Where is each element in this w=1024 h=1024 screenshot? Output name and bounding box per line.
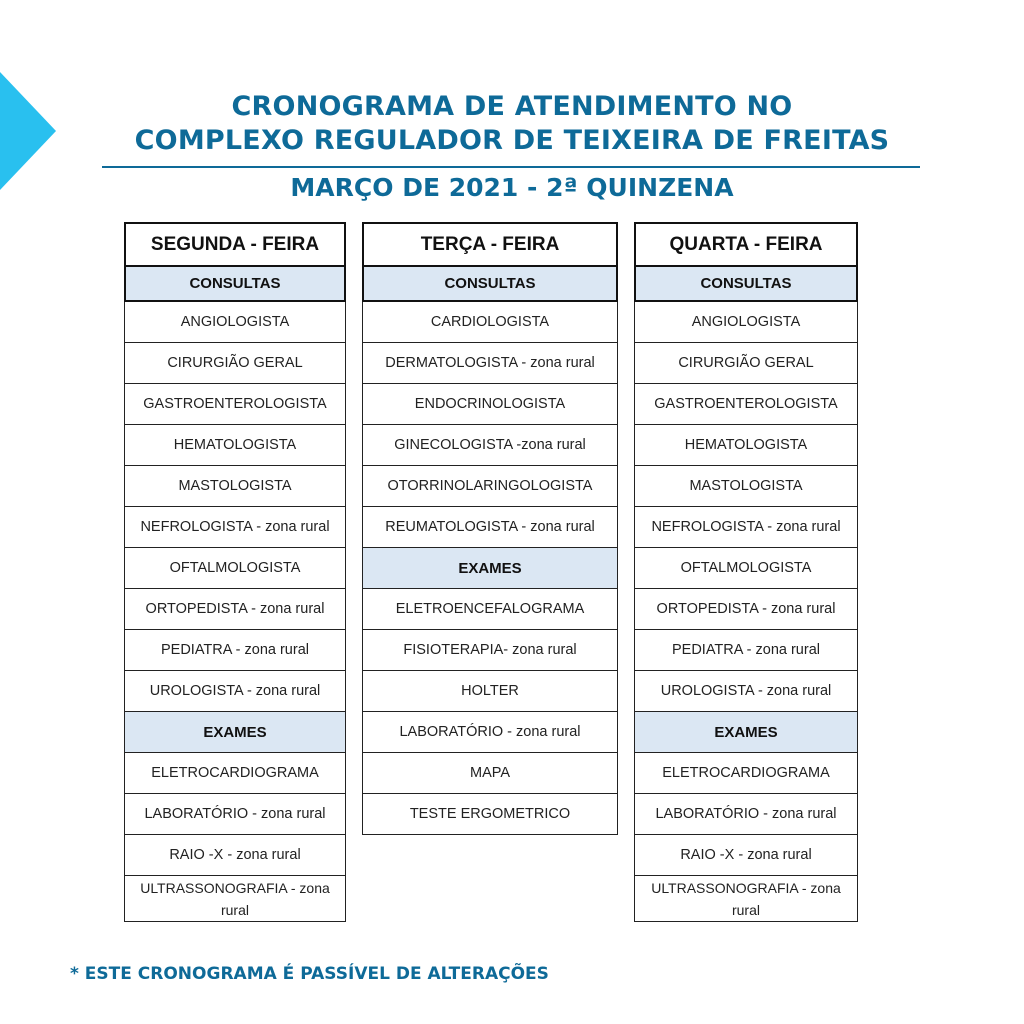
list-item: LABORATÓRIO - zona rural <box>362 712 618 753</box>
list-item: ORTOPEDISTA - zona rural <box>124 589 346 630</box>
list-item: HEMATOLOGISTA <box>124 425 346 466</box>
section-header-exames: EXAMES <box>124 712 346 753</box>
list-item: HOLTER <box>362 671 618 712</box>
list-item: CIRURGIÃO GERAL <box>634 343 858 384</box>
list-item: MASTOLOGISTA <box>634 466 858 507</box>
page-title <box>100 90 924 158</box>
list-item: REUMATOLOGISTA - zona rural <box>362 507 618 548</box>
list-item: ANGIOLOGISTA <box>634 302 858 343</box>
section-header-exames: EXAMES <box>362 548 618 589</box>
list-item: CARDIOLOGISTA <box>362 302 618 343</box>
list-item: ANGIOLOGISTA <box>124 302 346 343</box>
page-subtitle: MARÇO DE 2021 - 2ª QUINZENA <box>290 173 734 202</box>
list-item: HEMATOLOGISTA <box>634 425 858 466</box>
list-item: DERMATOLOGISTA - zona rural <box>362 343 618 384</box>
list-item: OFTALMOLOGISTA <box>634 548 858 589</box>
list-item: OTORRINOLARINGOLOGISTA <box>362 466 618 507</box>
list-item: ULTRASSONOGRAFIA - zona rural <box>124 876 346 922</box>
list-item: PEDIATRA - zona rural <box>124 630 346 671</box>
section-header-exames: EXAMES <box>634 712 858 753</box>
list-item: GASTROENTEROLOGISTA <box>124 384 346 425</box>
list-item: ORTOPEDISTA - zona rural <box>634 589 858 630</box>
list-item: GASTROENTEROLOGISTA <box>634 384 858 425</box>
list-item: GINECOLOGISTA -zona rural <box>362 425 618 466</box>
section-header-consultas: CONSULTAS <box>362 267 618 302</box>
list-item: ELETROENCEFALOGRAMA <box>362 589 618 630</box>
schedule-column-tuesday <box>362 222 618 835</box>
list-item: FISIOTERAPIA- zona rural <box>362 630 618 671</box>
list-item: PEDIATRA - zona rural <box>634 630 858 671</box>
schedule-column-monday <box>124 222 346 922</box>
list-item: ENDOCRINOLOGISTA <box>362 384 618 425</box>
list-item: LABORATÓRIO - zona rural <box>634 794 858 835</box>
list-item: TESTE ERGOMETRICO <box>362 794 618 835</box>
arrow-decoration-icon <box>0 72 56 190</box>
list-item: MASTOLOGISTA <box>124 466 346 507</box>
list-item: ELETROCARDIOGRAMA <box>634 753 858 794</box>
footnote: * ESTE CRONOGRAMA É PASSÍVEL DE ALTERAÇÕES <box>70 964 549 984</box>
list-item: OFTALMOLOGISTA <box>124 548 346 589</box>
list-item: NEFROLOGISTA - zona rural <box>634 507 858 548</box>
title-divider <box>102 166 920 168</box>
day-header-wednesday: QUARTA - FEIRA <box>634 222 858 267</box>
list-item: NEFROLOGISTA - zona rural <box>124 507 346 548</box>
schedule-column-wednesday <box>634 222 858 922</box>
list-item: ELETROCARDIOGRAMA <box>124 753 346 794</box>
list-item: MAPA <box>362 753 618 794</box>
title-line-2: COMPLEXO REGULADOR DE TEIXEIRA DE FREITAS <box>134 125 890 156</box>
list-item: UROLOGISTA - zona rural <box>634 671 858 712</box>
list-item: RAIO -X - zona rural <box>124 835 346 876</box>
list-item: ULTRASSONOGRAFIA - zona rural <box>634 876 858 922</box>
list-item: RAIO -X - zona rural <box>634 835 858 876</box>
title-line-1: CRONOGRAMA DE ATENDIMENTO NO <box>231 91 793 122</box>
list-item: CIRURGIÃO GERAL <box>124 343 346 384</box>
day-header-tuesday: TERÇA - FEIRA <box>362 222 618 267</box>
section-header-consultas: CONSULTAS <box>634 267 858 302</box>
list-item: UROLOGISTA - zona rural <box>124 671 346 712</box>
section-header-consultas: CONSULTAS <box>124 267 346 302</box>
list-item: LABORATÓRIO - zona rural <box>124 794 346 835</box>
day-header-monday: SEGUNDA - FEIRA <box>124 222 346 267</box>
